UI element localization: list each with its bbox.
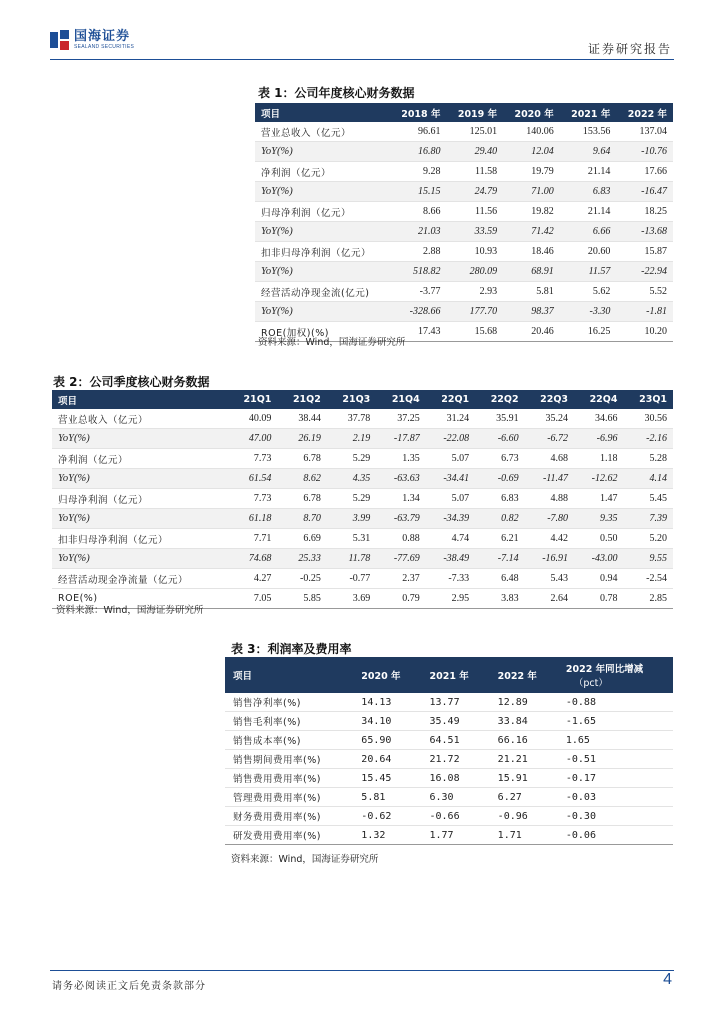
table-cell: 18.25 bbox=[616, 202, 673, 222]
table-cell: 5.28 bbox=[623, 449, 673, 469]
table-cell: 26.19 bbox=[277, 429, 326, 449]
table-cell: -22.94 bbox=[616, 262, 673, 282]
table-row bbox=[255, 182, 673, 202]
row-label: ROE(加权)(%) bbox=[255, 322, 390, 342]
table-cell: 4.68 bbox=[525, 449, 574, 469]
table-cell: 30.56 bbox=[623, 409, 673, 429]
table-cell: 4.27 bbox=[228, 569, 277, 589]
table-cell: 7.39 bbox=[623, 509, 673, 529]
table-cell: 3.69 bbox=[327, 589, 376, 609]
table-cell: 19.79 bbox=[503, 162, 560, 182]
table-cell: 40.09 bbox=[228, 409, 277, 429]
table2-header-cell: 项目 bbox=[52, 390, 228, 409]
table-cell: 65.90 bbox=[353, 731, 421, 750]
row-label: 研发费用费用率(%) bbox=[225, 826, 353, 845]
table-cell: 21.03 bbox=[390, 222, 447, 242]
table-row bbox=[52, 569, 673, 589]
table-cell: -0.06 bbox=[558, 826, 673, 845]
table-cell: 71.42 bbox=[503, 222, 560, 242]
table3-header-change bbox=[558, 657, 673, 693]
table-cell: 47.00 bbox=[228, 429, 277, 449]
row-label: 营业总收入（亿元） bbox=[255, 122, 390, 142]
table1-header-cell: 2020 年 bbox=[503, 103, 560, 122]
table-cell: 4.88 bbox=[525, 489, 574, 509]
table-cell: -3.30 bbox=[560, 302, 617, 322]
table-cell: 0.82 bbox=[475, 509, 524, 529]
table-row bbox=[255, 282, 673, 302]
table-cell: 0.88 bbox=[376, 529, 425, 549]
table-cell: -0.51 bbox=[558, 750, 673, 769]
table-cell: 1.65 bbox=[558, 731, 673, 750]
logo-name-cn: 国海证券 bbox=[74, 29, 131, 44]
table-cell: 8.62 bbox=[277, 469, 326, 489]
table-cell: 6.83 bbox=[560, 182, 617, 202]
row-label: YoY(%) bbox=[255, 222, 390, 242]
table-cell: 16.08 bbox=[421, 769, 489, 788]
table-cell: 1.47 bbox=[574, 489, 623, 509]
table-cell: 33.59 bbox=[446, 222, 503, 242]
table-cell: 6.48 bbox=[475, 569, 524, 589]
header-divider bbox=[50, 59, 674, 60]
table2-header-cell: 22Q1 bbox=[426, 390, 475, 409]
table-cell: 0.78 bbox=[574, 589, 623, 609]
table-cell: -38.49 bbox=[426, 549, 475, 569]
table-cell: 8.66 bbox=[390, 202, 447, 222]
table-cell: 8.70 bbox=[277, 509, 326, 529]
table-cell: 16.25 bbox=[560, 322, 617, 342]
table-cell: 2.37 bbox=[376, 569, 425, 589]
table-cell: -7.80 bbox=[525, 509, 574, 529]
table-cell: 5.31 bbox=[327, 529, 376, 549]
table-cell: 5.43 bbox=[525, 569, 574, 589]
table1-header-cell: 2022 年 bbox=[616, 103, 673, 122]
table-row bbox=[225, 826, 673, 845]
table-cell: 3.83 bbox=[475, 589, 524, 609]
table-row bbox=[52, 489, 673, 509]
table-cell: 37.25 bbox=[376, 409, 425, 429]
table-cell: 2.85 bbox=[623, 589, 673, 609]
table-cell: -1.65 bbox=[558, 712, 673, 731]
table-cell: -0.66 bbox=[421, 807, 489, 826]
table-cell: 1.32 bbox=[353, 826, 421, 845]
table-cell: 24.79 bbox=[446, 182, 503, 202]
table3-header-cell: 2022 年 bbox=[490, 657, 558, 693]
row-label: 财务费用费用率(%) bbox=[225, 807, 353, 826]
table-cell: 10.93 bbox=[446, 242, 503, 262]
table-cell: 5.85 bbox=[277, 589, 326, 609]
header-change-line1: 2022 年同比增减 bbox=[565, 664, 644, 675]
table-cell: 17.43 bbox=[390, 322, 447, 342]
table-cell: 5.07 bbox=[426, 449, 475, 469]
table-cell: 1.34 bbox=[376, 489, 425, 509]
table-cell: 1.35 bbox=[376, 449, 425, 469]
table-cell: 16.80 bbox=[390, 142, 447, 162]
table-cell: 5.29 bbox=[327, 489, 376, 509]
table-cell: -0.88 bbox=[558, 693, 673, 712]
table-cell: -1.81 bbox=[616, 302, 673, 322]
table-cell: 17.66 bbox=[616, 162, 673, 182]
row-label: YoY(%) bbox=[52, 429, 228, 449]
table-cell: 2.64 bbox=[525, 589, 574, 609]
company-logo bbox=[50, 30, 134, 50]
table-cell: 12.04 bbox=[503, 142, 560, 162]
footer-disclaimer: 请务必阅读正文后免责条款部分 bbox=[52, 981, 206, 992]
row-label: YoY(%) bbox=[52, 469, 228, 489]
table-cell: 5.20 bbox=[623, 529, 673, 549]
table-row bbox=[52, 409, 673, 429]
row-label: 净利润（亿元） bbox=[255, 162, 390, 182]
table3-source: 资料来源：Wind，国海证券研究所 bbox=[231, 854, 379, 865]
table-row bbox=[225, 807, 673, 826]
table-cell: 5.45 bbox=[623, 489, 673, 509]
row-label: YoY(%) bbox=[255, 142, 390, 162]
table-cell: 35.91 bbox=[475, 409, 524, 429]
table-cell: 5.81 bbox=[503, 282, 560, 302]
table-cell: 177.70 bbox=[446, 302, 503, 322]
margin-expense-table bbox=[225, 657, 673, 845]
table-cell: 6.27 bbox=[490, 788, 558, 807]
footer-divider bbox=[50, 970, 674, 971]
report-type: 证券研究报告 bbox=[587, 42, 672, 56]
table-cell: 4.42 bbox=[525, 529, 574, 549]
table-row bbox=[52, 509, 673, 529]
table-cell: -0.25 bbox=[277, 569, 326, 589]
table-row bbox=[255, 202, 673, 222]
table-cell: 11.56 bbox=[446, 202, 503, 222]
table-cell: 31.24 bbox=[426, 409, 475, 429]
table-cell: 2.95 bbox=[426, 589, 475, 609]
table1-header-cell: 2021 年 bbox=[560, 103, 617, 122]
table-cell: 1.18 bbox=[574, 449, 623, 469]
table-cell: 137.04 bbox=[616, 122, 673, 142]
table-cell: 0.79 bbox=[376, 589, 425, 609]
table-cell: 21.72 bbox=[421, 750, 489, 769]
table-cell: 61.54 bbox=[228, 469, 277, 489]
table-cell: 2.19 bbox=[327, 429, 376, 449]
table1-header-cell: 2019 年 bbox=[446, 103, 503, 122]
table-cell: 5.29 bbox=[327, 449, 376, 469]
table-cell: 9.35 bbox=[574, 509, 623, 529]
row-label: 经营活动净现金流(亿元) bbox=[255, 282, 390, 302]
table-cell: -2.16 bbox=[623, 429, 673, 449]
table-cell: 64.51 bbox=[421, 731, 489, 750]
row-label: YoY(%) bbox=[52, 509, 228, 529]
table-cell: 14.13 bbox=[353, 693, 421, 712]
table-cell: 1.71 bbox=[490, 826, 558, 845]
table-cell: 33.84 bbox=[490, 712, 558, 731]
row-label: YoY(%) bbox=[255, 182, 390, 202]
table3-header-cell: 2021 年 bbox=[421, 657, 489, 693]
table-cell: -328.66 bbox=[390, 302, 447, 322]
table-cell: 7.73 bbox=[228, 449, 277, 469]
row-label: 归母净利润（亿元） bbox=[52, 489, 228, 509]
table-cell: -7.14 bbox=[475, 549, 524, 569]
table-cell: 15.87 bbox=[616, 242, 673, 262]
table-cell: 21.14 bbox=[560, 202, 617, 222]
table-cell: -43.00 bbox=[574, 549, 623, 569]
table2-header-cell: 23Q1 bbox=[623, 390, 673, 409]
row-label: 扣非归母净利润（亿元） bbox=[255, 242, 390, 262]
table-cell: 5.07 bbox=[426, 489, 475, 509]
table-row bbox=[225, 693, 673, 712]
table1-header-cell: 项目 bbox=[255, 103, 390, 122]
table-cell: -2.54 bbox=[623, 569, 673, 589]
table-cell: 518.82 bbox=[390, 262, 447, 282]
table-cell: 12.89 bbox=[490, 693, 558, 712]
table-cell: 4.74 bbox=[426, 529, 475, 549]
table-cell: 140.06 bbox=[503, 122, 560, 142]
table-cell: 0.50 bbox=[574, 529, 623, 549]
table-row bbox=[52, 449, 673, 469]
table-cell: 5.62 bbox=[560, 282, 617, 302]
table-cell: -0.96 bbox=[490, 807, 558, 826]
table-cell: 13.77 bbox=[421, 693, 489, 712]
row-label: YoY(%) bbox=[255, 302, 390, 322]
row-label: 销售成本率(%) bbox=[225, 731, 353, 750]
table3-title: 表 3：利润率及费用率 bbox=[231, 642, 352, 656]
page-header bbox=[0, 0, 724, 60]
table-row bbox=[225, 750, 673, 769]
table-cell: 0.94 bbox=[574, 569, 623, 589]
table-cell: 9.55 bbox=[623, 549, 673, 569]
table-cell: 29.40 bbox=[446, 142, 503, 162]
table-cell: 6.73 bbox=[475, 449, 524, 469]
table-cell: 280.09 bbox=[446, 262, 503, 282]
quarterly-financials-table bbox=[52, 390, 673, 609]
table-cell: 66.16 bbox=[490, 731, 558, 750]
table2-header-cell: 22Q3 bbox=[525, 390, 574, 409]
table-cell: -12.62 bbox=[574, 469, 623, 489]
table-cell: 15.91 bbox=[490, 769, 558, 788]
row-label: 管理费用费用率(%) bbox=[225, 788, 353, 807]
table-cell: 11.57 bbox=[560, 262, 617, 282]
table-cell: -13.68 bbox=[616, 222, 673, 242]
table-cell: -0.77 bbox=[327, 569, 376, 589]
table-cell: 15.68 bbox=[446, 322, 503, 342]
table-cell: 10.20 bbox=[616, 322, 673, 342]
table-row bbox=[52, 529, 673, 549]
table2-header-cell: 22Q2 bbox=[475, 390, 524, 409]
table-cell: 5.52 bbox=[616, 282, 673, 302]
table-cell: 6.78 bbox=[277, 489, 326, 509]
table-cell: 21.14 bbox=[560, 162, 617, 182]
table-cell: 37.78 bbox=[327, 409, 376, 429]
table2-header-cell: 21Q2 bbox=[277, 390, 326, 409]
row-label: 经营活动现金净流量（亿元） bbox=[52, 569, 228, 589]
table-cell: -22.08 bbox=[426, 429, 475, 449]
table-cell: -0.30 bbox=[558, 807, 673, 826]
table-row bbox=[255, 142, 673, 162]
table1-header-cell: 2018 年 bbox=[390, 103, 447, 122]
table-cell: 6.83 bbox=[475, 489, 524, 509]
table-cell: 34.66 bbox=[574, 409, 623, 429]
table-cell: 35.49 bbox=[421, 712, 489, 731]
table2-source: 资料来源：Wind，国海证券研究所 bbox=[56, 605, 204, 616]
table-cell: 15.45 bbox=[353, 769, 421, 788]
table-cell: 68.91 bbox=[503, 262, 560, 282]
table-cell: 19.82 bbox=[503, 202, 560, 222]
table-cell: 153.56 bbox=[560, 122, 617, 142]
table-cell: 74.68 bbox=[228, 549, 277, 569]
table1-source: 资料来源：Wind，国海证券研究所 bbox=[258, 337, 406, 348]
row-label: 销售期间费用率(%) bbox=[225, 750, 353, 769]
table-row bbox=[225, 788, 673, 807]
logo-name-en: SEALAND SECURITIES bbox=[74, 44, 135, 50]
table-cell: 98.37 bbox=[503, 302, 560, 322]
table-cell: 61.18 bbox=[228, 509, 277, 529]
row-label: 净利润（亿元） bbox=[52, 449, 228, 469]
table-cell: -16.47 bbox=[616, 182, 673, 202]
table-cell: -63.63 bbox=[376, 469, 425, 489]
table-cell: 11.58 bbox=[446, 162, 503, 182]
row-label: 归母净利润（亿元） bbox=[255, 202, 390, 222]
table-cell: -6.60 bbox=[475, 429, 524, 449]
table-cell: 6.66 bbox=[560, 222, 617, 242]
table-cell: 20.46 bbox=[503, 322, 560, 342]
table-cell: 9.64 bbox=[560, 142, 617, 162]
table-cell: -6.96 bbox=[574, 429, 623, 449]
page-number: 4 bbox=[663, 971, 672, 988]
header-change-line2: （pct） bbox=[573, 678, 608, 689]
table-cell: -17.87 bbox=[376, 429, 425, 449]
table-cell: 35.24 bbox=[525, 409, 574, 429]
table-row bbox=[225, 731, 673, 750]
table-cell: -7.33 bbox=[426, 569, 475, 589]
row-label: ROE(%) bbox=[52, 589, 228, 609]
table-row bbox=[255, 262, 673, 282]
table-cell: 4.14 bbox=[623, 469, 673, 489]
table-cell: -0.03 bbox=[558, 788, 673, 807]
table-row bbox=[255, 122, 673, 142]
table-row bbox=[255, 162, 673, 182]
table-cell: -63.79 bbox=[376, 509, 425, 529]
table-cell: -16.91 bbox=[525, 549, 574, 569]
table-cell: -6.72 bbox=[525, 429, 574, 449]
table2-header-cell: 21Q4 bbox=[376, 390, 425, 409]
logo-icon bbox=[50, 30, 70, 50]
table-cell: 20.60 bbox=[560, 242, 617, 262]
table-cell: 1.77 bbox=[421, 826, 489, 845]
table-cell: 6.21 bbox=[475, 529, 524, 549]
row-label: YoY(%) bbox=[255, 262, 390, 282]
table-row bbox=[52, 469, 673, 489]
table-cell: 21.21 bbox=[490, 750, 558, 769]
annual-financials-table bbox=[255, 103, 673, 342]
table-cell: 6.78 bbox=[277, 449, 326, 469]
table-cell: 96.61 bbox=[390, 122, 447, 142]
table2-header-cell: 22Q4 bbox=[574, 390, 623, 409]
table-cell: 38.44 bbox=[277, 409, 326, 429]
table2-header-cell: 21Q1 bbox=[228, 390, 277, 409]
table-row bbox=[225, 712, 673, 731]
row-label: 营业总收入（亿元） bbox=[52, 409, 228, 429]
table-cell: -0.69 bbox=[475, 469, 524, 489]
table2-header-cell: 21Q3 bbox=[327, 390, 376, 409]
table-row bbox=[255, 222, 673, 242]
table-cell: 25.33 bbox=[277, 549, 326, 569]
table-cell: 11.78 bbox=[327, 549, 376, 569]
table-cell: 6.30 bbox=[421, 788, 489, 807]
table-row bbox=[225, 769, 673, 788]
table-cell: 7.05 bbox=[228, 589, 277, 609]
table-cell: 9.28 bbox=[390, 162, 447, 182]
row-label: YoY(%) bbox=[52, 549, 228, 569]
table-cell: -34.39 bbox=[426, 509, 475, 529]
table-cell: 125.01 bbox=[446, 122, 503, 142]
table-cell: 18.46 bbox=[503, 242, 560, 262]
row-label: 销售净利率(%) bbox=[225, 693, 353, 712]
table-cell: 15.15 bbox=[390, 182, 447, 202]
table-cell: -11.47 bbox=[525, 469, 574, 489]
table-cell: 6.69 bbox=[277, 529, 326, 549]
table-cell: 2.93 bbox=[446, 282, 503, 302]
table-cell: 34.10 bbox=[353, 712, 421, 731]
table1-title: 表 1：公司年度核心财务数据 bbox=[258, 86, 415, 100]
table-cell: 4.35 bbox=[327, 469, 376, 489]
table-cell: 71.00 bbox=[503, 182, 560, 202]
table-cell: 5.81 bbox=[353, 788, 421, 807]
table-cell: 3.99 bbox=[327, 509, 376, 529]
table-cell: -0.17 bbox=[558, 769, 673, 788]
row-label: 销售费用费用率(%) bbox=[225, 769, 353, 788]
table-cell: -3.77 bbox=[390, 282, 447, 302]
table-cell: -77.69 bbox=[376, 549, 425, 569]
table-row bbox=[52, 549, 673, 569]
table-cell: -34.41 bbox=[426, 469, 475, 489]
table-cell: -10.76 bbox=[616, 142, 673, 162]
row-label: 扣非归母净利润（亿元） bbox=[52, 529, 228, 549]
table2-title: 表 2：公司季度核心财务数据 bbox=[53, 375, 210, 389]
table-cell: 7.71 bbox=[228, 529, 277, 549]
row-label: 销售毛利率(%) bbox=[225, 712, 353, 731]
table-cell: 7.73 bbox=[228, 489, 277, 509]
table-row bbox=[255, 302, 673, 322]
table-cell: -0.62 bbox=[353, 807, 421, 826]
table-row bbox=[52, 429, 673, 449]
table-cell: 2.88 bbox=[390, 242, 447, 262]
table-cell: 20.64 bbox=[353, 750, 421, 769]
table3-header-cell: 2020 年 bbox=[353, 657, 421, 693]
table-row bbox=[255, 242, 673, 262]
table3-header-cell: 项目 bbox=[225, 657, 353, 693]
